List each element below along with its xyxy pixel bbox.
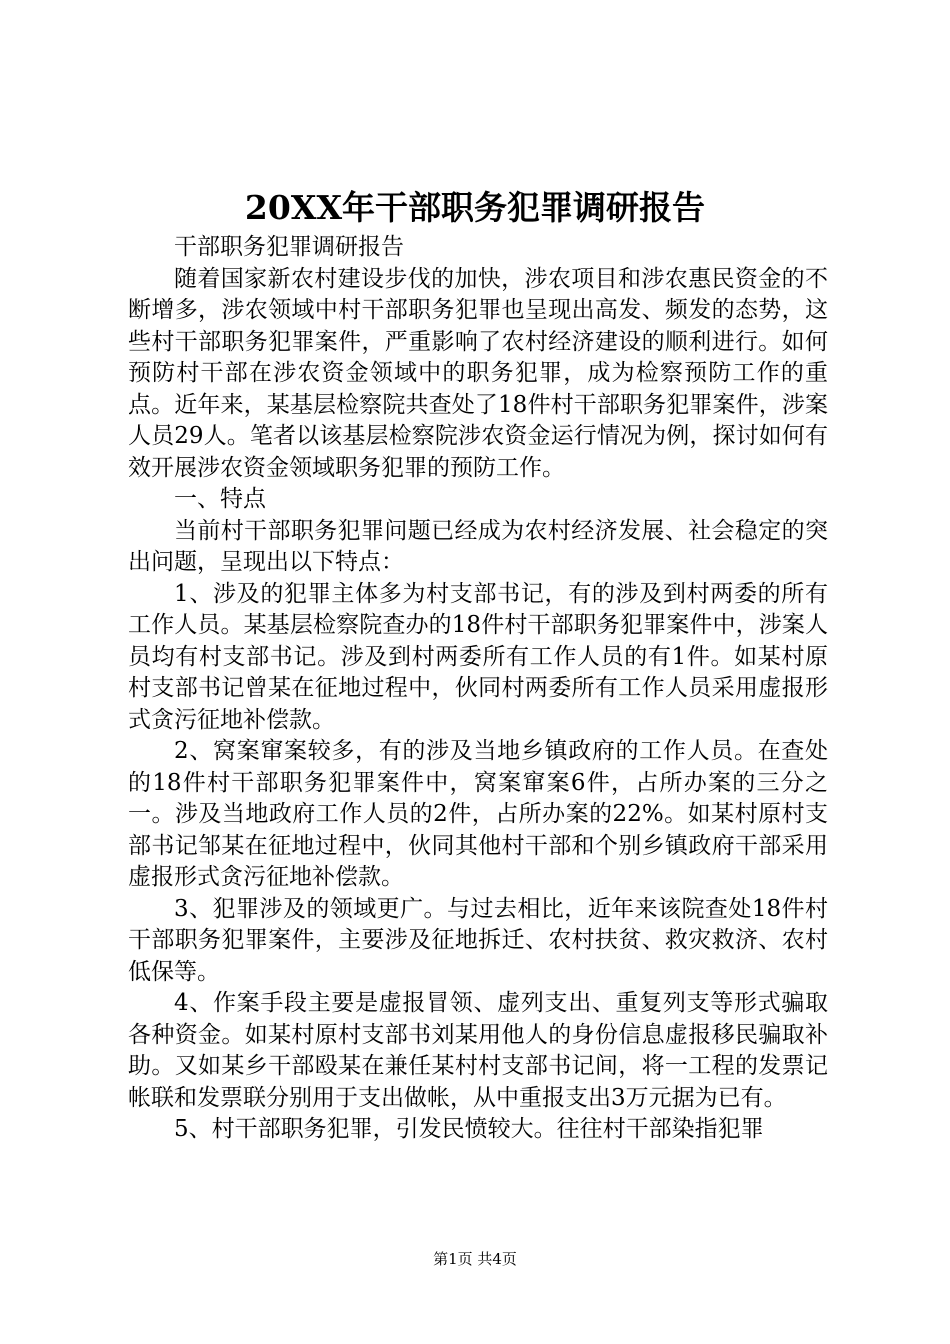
document-body bbox=[128, 232, 828, 1146]
paragraph-feature-1: 1、涉及的犯罪主体多为村支部书记，有的涉及到村两委的所有工作人员。某基层检察院查办的18件村干部职务犯罪案件中，涉案人员均有村支部书记。涉及到村两委所有工作人员的有1件。如某村原村支部书记曾某在征地过程中，伙同村两委所有工作人员采用虚报形式贪污征地补偿款。 bbox=[128, 580, 828, 733]
section-heading-features: 一、特点 bbox=[174, 486, 266, 512]
paragraph-features-intro: 当前村干部职务犯罪问题已经成为农村经济发展、社会稳定的突出问题，呈现出以下特点： bbox=[128, 517, 828, 575]
paragraph-feature-2: 2、窝案窜案较多，有的涉及当地乡镇政府的工作人员。在查处的18件村干部职务犯罪案件中，窝案窜案6件，占所办案的三分之一。涉及当地政府工作人员的2件，占所办案的22%。如某村原村支部书记邹某在征地过程中，伙同其他村干部和个别乡镇政府干部采用虚报形式贪污征地补偿款。 bbox=[128, 738, 828, 890]
paragraph-subtitle: 干部职务犯罪调研报告 bbox=[174, 234, 404, 260]
document-title: 20XX年干部职务犯罪调研报告 bbox=[244, 188, 706, 227]
paragraph-feature-5: 5、村干部职务犯罪，引发民愤较大。往往村干部染指犯罪 bbox=[174, 1116, 764, 1142]
page-footer: 第1页 共4页 bbox=[433, 1250, 517, 1268]
paragraph-feature-4: 4、作案手段主要是虚报冒领、虚列支出、重复列支等形式骗取各种资金。如某村原村支部书刘某用他人的身份信息虚报移民骗取补助。又如某乡干部殴某在兼任某村村支部书记间，将一工程的发票记帐联和发票联分别用于支出做帐，从中重报支出3万元据为已有。 bbox=[128, 990, 828, 1111]
paragraph-feature-3: 3、犯罪涉及的领域更广。与过去相比，近年来该院查处18件村干部职务犯罪案件，主要涉及征地拆迁、农村扶贫、救灾救济、农村低保等。 bbox=[128, 895, 828, 985]
paragraph-intro: 随着国家新农村建设步伐的加快，涉农项目和涉农惠民资金的不断增多，涉农领域中村干部职务犯罪也呈现出高发、频发的态势，这些村干部职务犯罪案件，严重影响了农村经济建设的顺利进行。如何预防村干部在涉农资金领域中的职务犯罪，成为检察预防工作的重点。近年来，某基层检察院共查处了18件村干部职务犯罪案件，涉案人员29人。笔者以该基层检察院涉农资金运行情况为例，探讨如何有效开展涉农资金领域职务犯罪的预防工作。 bbox=[128, 265, 828, 481]
